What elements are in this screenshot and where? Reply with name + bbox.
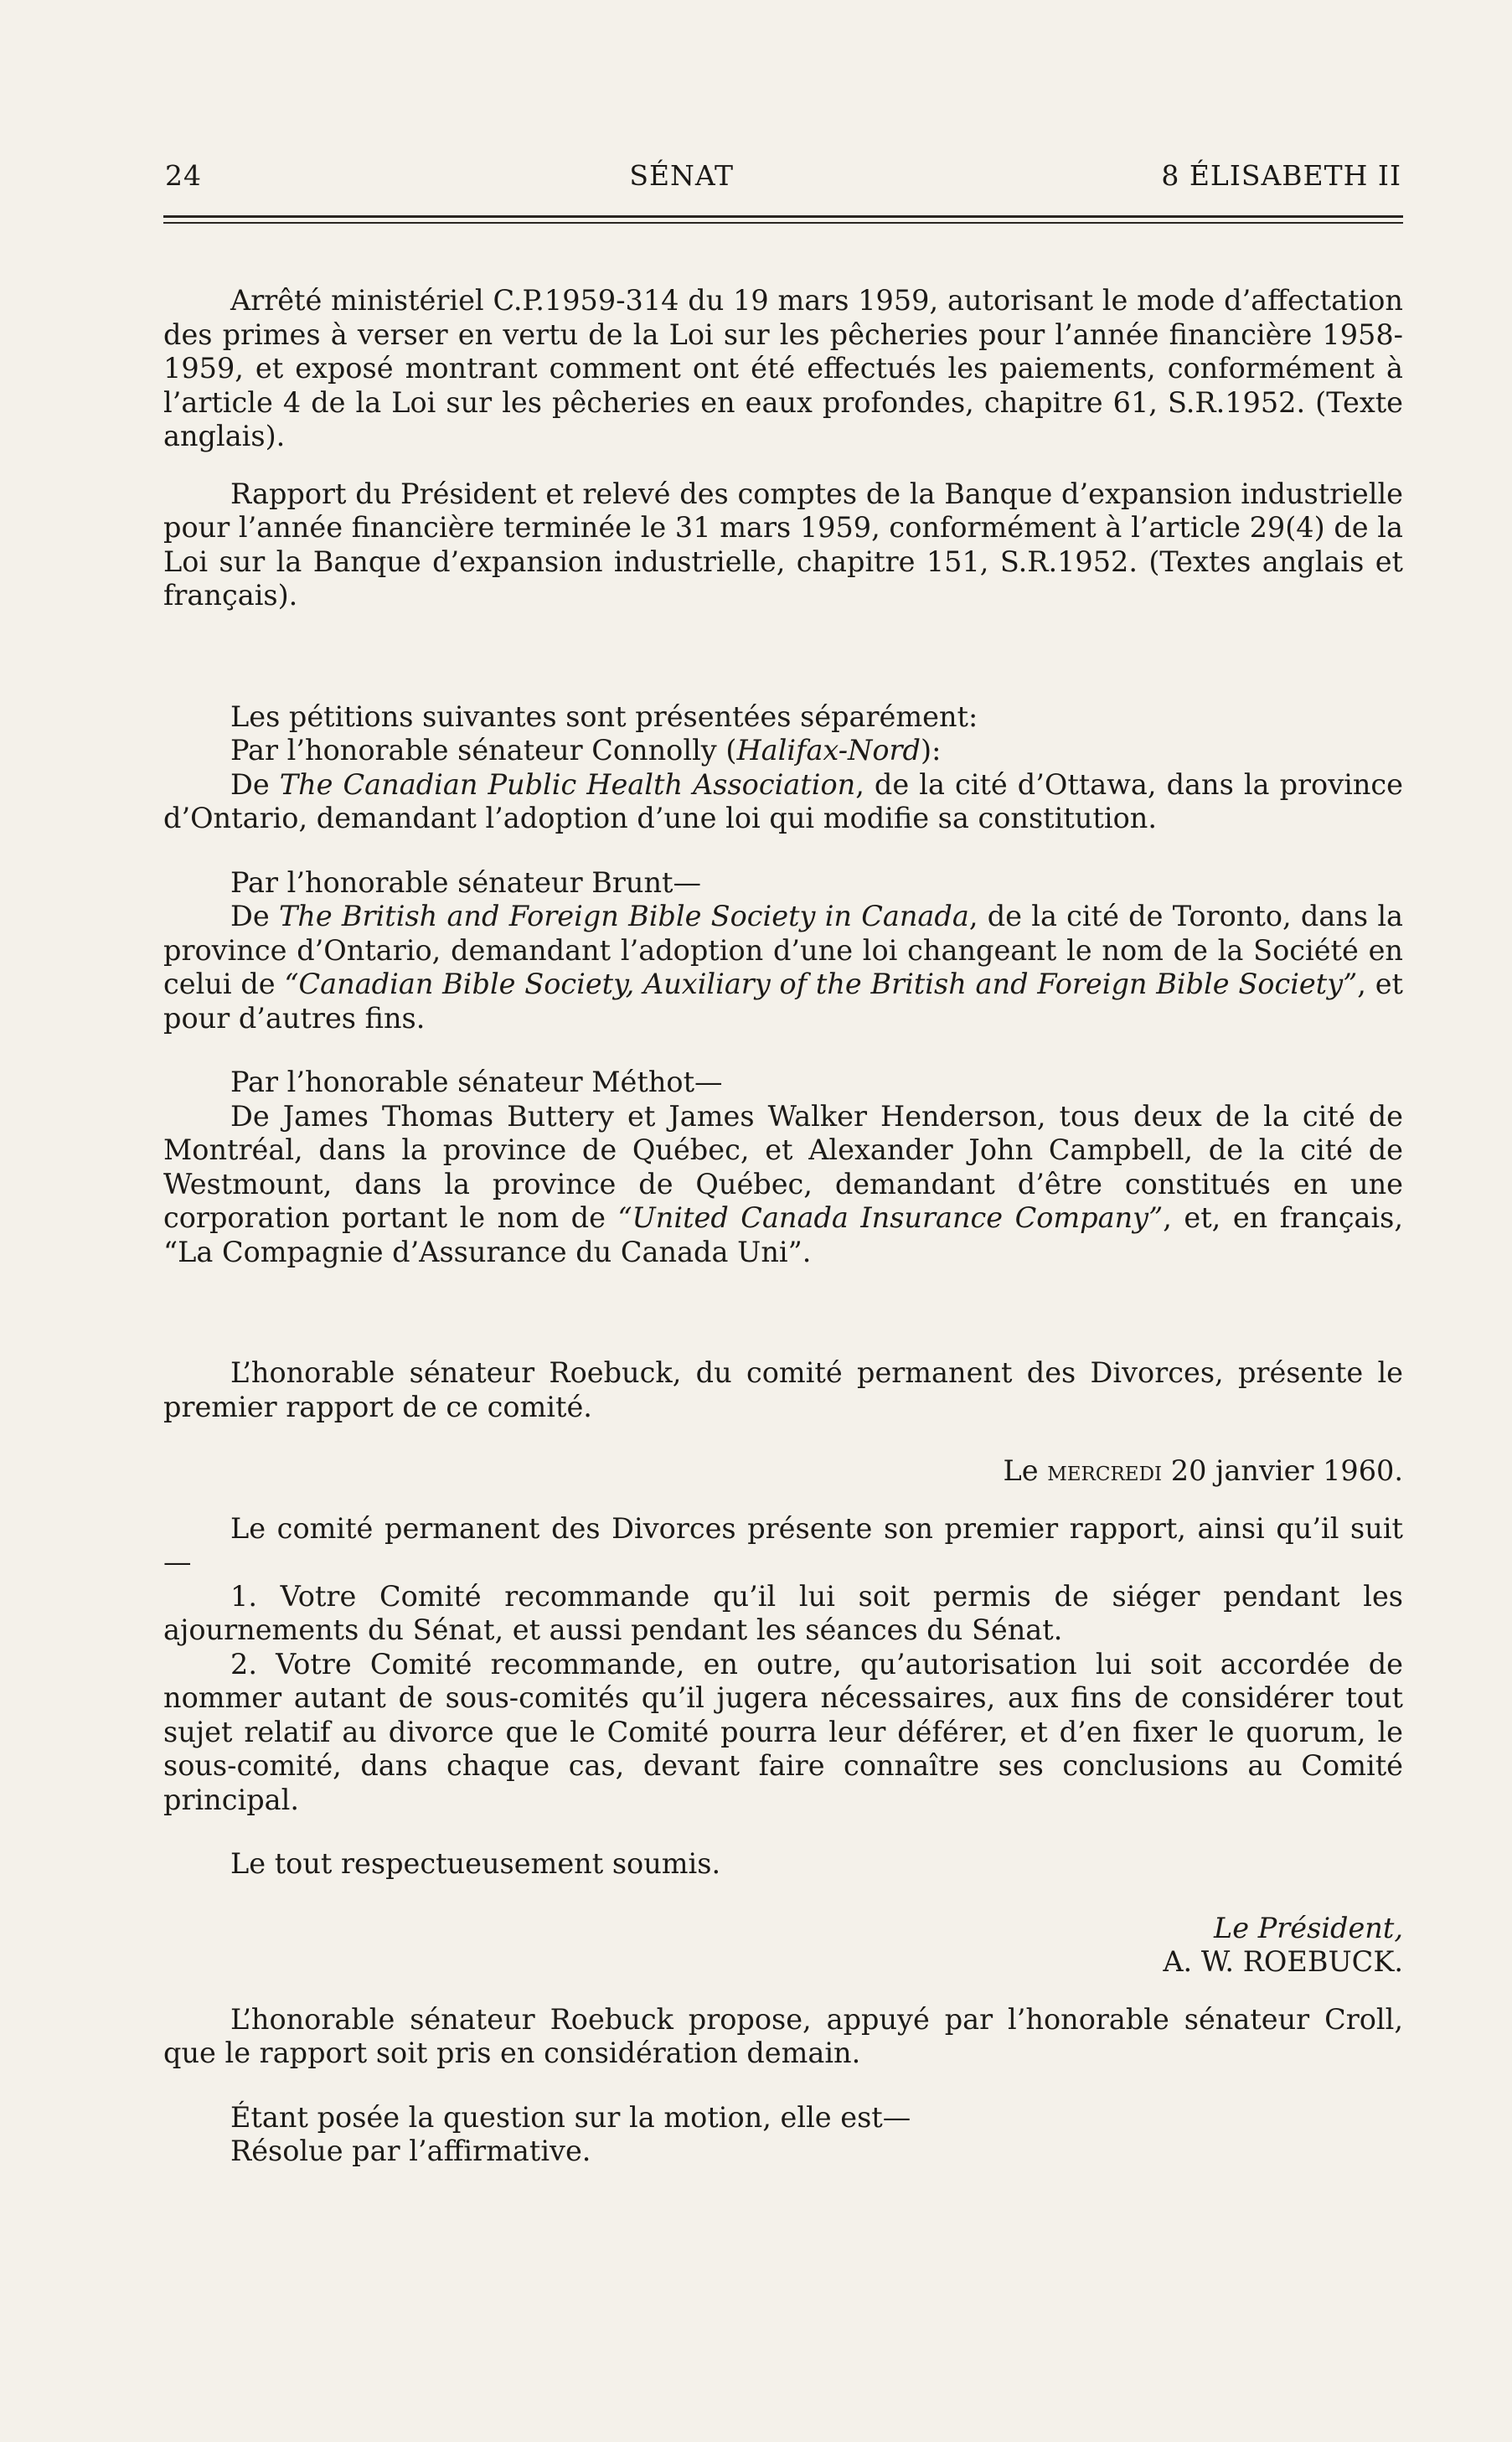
header-regnal-year: 8 ÉLISABETH II — [1161, 159, 1401, 192]
page-body — [163, 284, 1403, 2169]
petition-connolly-by: Par l’honorable sénateur Connolly (Halifax-Nord): — [230, 734, 942, 767]
petition-brunt-text: De The British and Foreign Bible Society in Canada, de la cité de Toronto, dans la province d’Ontario, demandant l’adoption d’une loi changeant le nom de la Société en celui de “Canadian Bible Society, Auxiliary of the British and Foreign Bible Society”, et pour d’autres fins. — [163, 900, 1404, 1035]
organization-name: The Canadian Public Health Association — [279, 767, 856, 801]
header-double-rule — [163, 215, 1403, 224]
motion-question: Étant posée la question sur la motion, elle est— — [230, 2100, 911, 2134]
report-item-2: 2. Votre Comité recommande, en outre, qu’autorisation lui soit accordée de nommer autant de sous-comités qu’il jugera nécessaires, aux fins de considérer tout sujet relatif au divorce que le Comité pourra leur déférer, et d’en fixer le quorum, le sous-comité, dans chaque cas, devant faire connaître ses conclusions au Comité principal. — [163, 1647, 1403, 1816]
petition-methot-text: De James Thomas Buttery et James Walker Henderson, tous deux de la cité de Montréal, dans la province de Québec, et Alexander John Campbell, de la cité de Westmount, dans la province de Québec, demandant d’être constitués en une corporation portant le nom de “United Canada Insurance Company”, et, en français, “La Compagnie d’Assurance du Canada Uni”. — [163, 1099, 1403, 1268]
petition-methot-by: Par l’honorable sénateur Méthot— — [230, 1066, 723, 1098]
new-society-name: “Canadian Bible Society, Auxiliary of the British and Foreign Bible Society” — [284, 968, 1358, 1000]
signature-title: Le Président, — [1214, 1911, 1403, 1944]
page-number: 24 — [165, 159, 202, 192]
report-intro: L’honorable sénateur Roebuck, du comité permanent des Divorces, présente le premier rapport de ce comité. — [163, 1356, 1403, 1423]
organization-name: The British and Foreign Bible Society in Canada — [278, 900, 969, 932]
signature-name: A. W. ROEBUCK. — [1163, 1945, 1403, 1978]
header-title: SÉNAT — [629, 159, 734, 192]
petition-brunt-by: Par l’honorable sénateur Brunt— — [230, 865, 701, 899]
petitions-intro: Les pétitions suivantes sont présentées séparément: — [230, 700, 978, 733]
report-item-1: 1. Votre Comité recommande qu’il lui soit permis de siéger pendant les ajournements du Sénat, et aussi pendant les séances du Sénat. — [163, 1579, 1403, 1646]
report-closing: Le tout respectueusement soumis. — [230, 1847, 721, 1880]
report-date: Le mercredi 20 janvier 1960. — [1003, 1454, 1403, 1487]
running-header — [163, 159, 1403, 192]
riding-name: Halifax-Nord — [736, 734, 921, 767]
motion-result: Résolue par l’affirmative. — [230, 2135, 591, 2167]
document-paragraph-2: Rapport du Président et relevé des comptes de la Banque d’expansion industrielle pour l’année financière terminée le 31 mars 1959, conformément à l’article 29(4) de la Loi sur la Banque d’expansion industrielle, chapitre 151, S.R.1952. (Textes anglais et français). — [163, 477, 1403, 612]
motion-text: L’honorable sénateur Roebuck propose, appuyé par l’honorable sénateur Croll, que le rapport soit pris en considération demain. — [163, 2002, 1403, 2069]
report-opening: Le comité permanent des Divorces présente son premier rapport, ainsi qu’il suit— — [163, 1511, 1403, 1578]
corporation-name: “United Canada Insurance Company” — [617, 1201, 1164, 1234]
signature-block — [163, 1912, 1403, 1980]
petition-connolly-text: De The Canadian Public Health Association, de la cité d’Ottawa, dans la province d’Ontario, demandant l’adoption d’une loi qui modifie sa constitution. — [163, 767, 1403, 834]
document-paragraph-1: Arrêté ministériel C.P.1959-314 du 19 mars 1959, autorisant le mode d’affectation des primes à verser en vertu de la Loi sur les pêcheries pour l’année financière 1958-1959, et exposé montrant comment ont été effectués les paiements, conformément à l’article 4 de la Loi sur les pêcheries en eaux profondes, chapitre 61, S.R.1952. (Texte anglais). — [163, 284, 1403, 452]
